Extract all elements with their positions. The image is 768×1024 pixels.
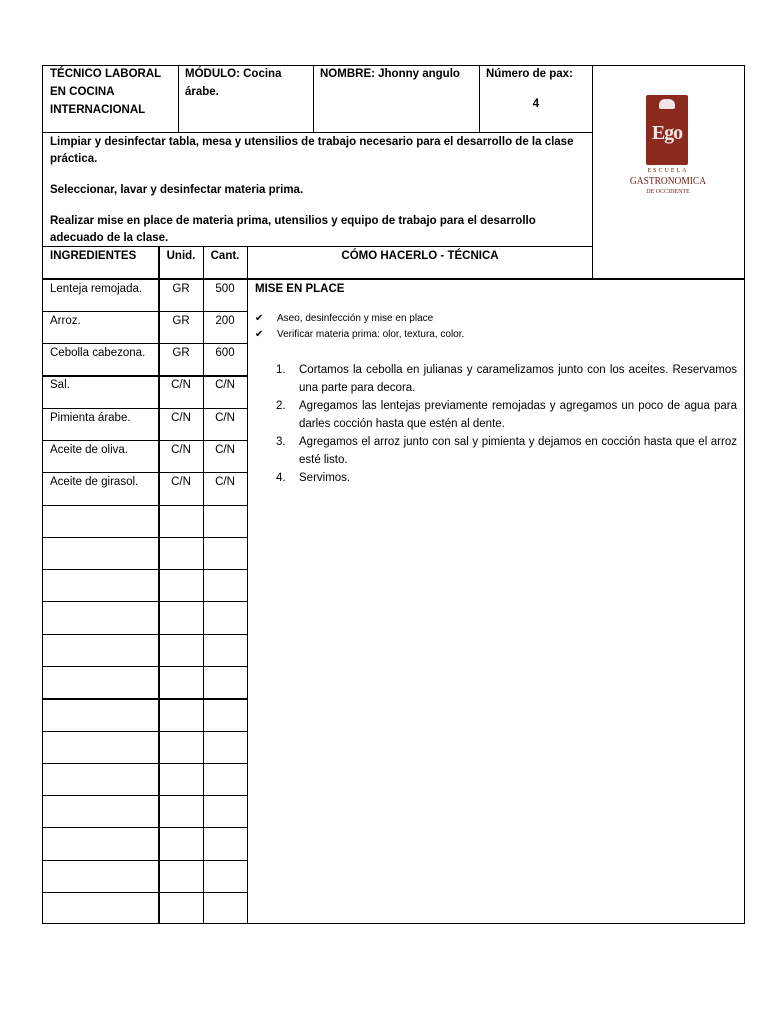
col-header-ingredients: INGREDIENTES bbox=[50, 250, 137, 262]
ingredient-qty: 500 bbox=[215, 283, 235, 295]
ingredient-qty: 200 bbox=[215, 315, 235, 327]
step-text: Agregamos las lentejas previamente remojadas y agregamos un poco de agua para darles cocción hasta que estén al dente. bbox=[299, 400, 737, 430]
check-text: Aseo, desinfección y mise en place bbox=[277, 313, 434, 324]
technique-title: MISE EN PLACE bbox=[255, 283, 345, 295]
ingredient-qty: C/N bbox=[215, 476, 235, 488]
logo-emblem bbox=[646, 95, 688, 165]
check-text: Verificar materia prima: olor, textura, color. bbox=[277, 329, 465, 340]
ingredient-unit: C/N bbox=[171, 379, 191, 391]
school-logo bbox=[618, 95, 718, 205]
check-icon: ✔ bbox=[255, 329, 264, 340]
pax-value: 4 bbox=[532, 98, 540, 110]
step-number: 3. bbox=[276, 436, 286, 448]
ingredient-name: Cebolla cabezona. bbox=[50, 347, 146, 359]
ingredient-qty: C/N bbox=[215, 444, 235, 456]
objective-2: Seleccionar, lavar y desinfectar materia prima. bbox=[50, 184, 304, 196]
step-text: Servimos. bbox=[299, 472, 351, 484]
step-text: Cortamos la cebolla en julianas y caramelizamos junto con los aceites. Reservamos una parte para decora. bbox=[299, 364, 737, 394]
logo-line2: GASTRONOMICA bbox=[629, 176, 707, 187]
check-item bbox=[255, 311, 735, 327]
step-number: 2. bbox=[276, 400, 286, 412]
step-number: 4. bbox=[276, 472, 286, 484]
objective-1: Limpiar y desinfectar tabla, mesa y utensilios de trabajo necesario para el desarrollo de la clase práctica. bbox=[50, 136, 574, 165]
logo-line3: DE OCCIDENTE bbox=[646, 189, 690, 195]
ingredient-unit: C/N bbox=[171, 444, 191, 456]
ingredient-unit: C/N bbox=[171, 476, 191, 488]
col-header-technique: CÓMO HACERLO - TÉCNICA bbox=[341, 250, 499, 262]
ingredient-qty: C/N bbox=[215, 379, 235, 391]
ingredient-unit: C/N bbox=[171, 412, 191, 424]
ingredient-qty: C/N bbox=[215, 412, 235, 424]
ingredient-name: Pimienta árabe. bbox=[50, 412, 131, 424]
ingredient-unit: GR bbox=[172, 283, 190, 295]
ingredient-unit: GR bbox=[172, 315, 190, 327]
col-header-qty: Cant. bbox=[210, 250, 240, 262]
logo-line1: ESCUELA bbox=[647, 168, 689, 174]
module-label: MÓDULO: Cocina árabe. bbox=[185, 68, 282, 98]
col-header-unit: Unid. bbox=[166, 250, 196, 262]
step-text: Agregamos el arroz junto con sal y pimienta y dejamos en cocción hasta que el arroz esté listo. bbox=[299, 436, 737, 466]
program-title: TÉCNICO LABORAL EN COCINA INTERNACIONAL bbox=[50, 68, 161, 116]
objective-3: Realizar mise en place de materia prima, utensilios y equipo de trabajo para el desarrollo adecuado de la clase. bbox=[50, 215, 536, 244]
chef-hat-icon bbox=[659, 99, 675, 109]
ingredient-name: Arroz. bbox=[50, 315, 81, 327]
ingredient-name: Aceite de oliva. bbox=[50, 444, 128, 456]
ingredient-name: Lenteja remojada. bbox=[50, 283, 143, 295]
step-number: 1. bbox=[276, 364, 286, 376]
ingredient-name: Sal. bbox=[50, 379, 70, 391]
pax-label: Número de pax: bbox=[486, 68, 573, 80]
check-item bbox=[255, 327, 735, 343]
check-icon: ✔ bbox=[255, 313, 264, 324]
ingredient-unit: GR bbox=[172, 347, 190, 359]
student-name: NOMBRE: Jhonny angulo bbox=[320, 68, 460, 80]
ingredient-qty: 600 bbox=[215, 347, 235, 359]
ingredient-name: Aceite de girasol. bbox=[50, 476, 139, 488]
logo-monogram: Ego bbox=[651, 122, 683, 144]
